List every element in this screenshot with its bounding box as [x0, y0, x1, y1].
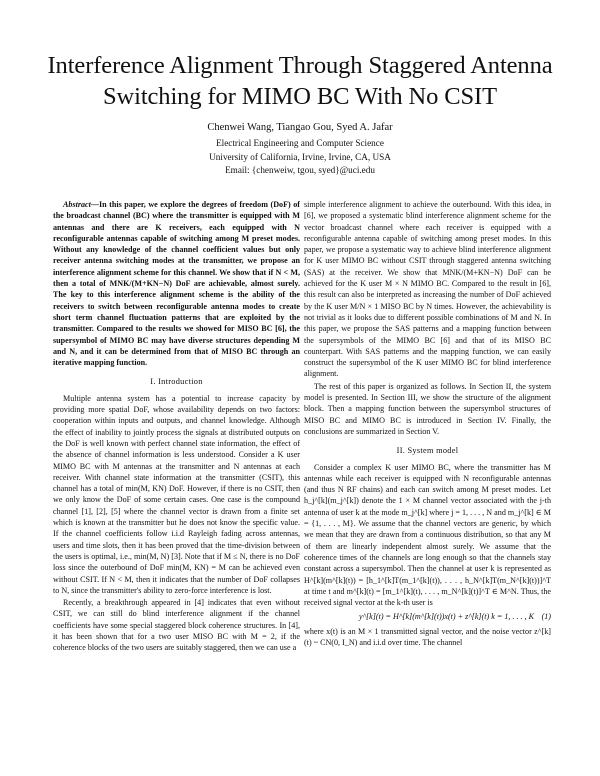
- title-line-1: Interference Alignment Through Staggered Antenna: [47, 52, 553, 79]
- section-heading-introduction: I. Introduction: [150, 377, 203, 387]
- title-line-2: Switching for MIMO BC With No CSIT: [103, 83, 497, 110]
- model-paragraph-1: Consider a complex K user MIMO BC, where the transmitter has M antennas while each receiver is equipped with N reconfigurable antennas (and thus N RF chains) and each can switch among M preset modes. Let h_j^[k](m_j^[k]) denote the 1 × M channel vector associated with the j-th antenna of user k at the mode m_j^[k] where j = 1, . . . , N and m_j^[k] ∈ M = {1, . . . , M}. We assume that the channel vectors are generic, by which we mean that they are drawn from a continuous distribution, so that any M of them are linearly independent almost surely. We assume that the coherence times of the channels are long enough so that the channels stay constant across a supersymbol. Then the channel at user k is represented as H^[k](m^[k](t)) = [h_1^[k]T(m_1^[k](t)), . . . , h_N^[k]T(m_N^[k](t))]^T at time t and m^[k](t) = [m_1^[k](t), . . . , m_N^[k](t)]^T ∈ M^N. Thus, the received signal vector at the k-th user is: [304, 462, 551, 608]
- model-paragraph-2: where x(t) is an M × 1 transmitted signal vector, and the noise vector z^[k](t) ~ CN(0, I_N) and i.i.d over time. The channel: [304, 626, 551, 647]
- affiliation: [0, 137, 600, 178]
- abstract: [53, 199, 300, 368]
- author-list: Chenwei Wang, Tiangao Gou, Syed A. Jafar: [207, 122, 393, 133]
- abstract-text: —In this paper, we explore the degrees of freedom (DoF) of the broadcast channel (BC) where the transmitter is equipped with M antennas and there are K receivers, each equipped with N reconfigurable antennas capable of switching among M preset modes. Without any knowledge of the channel coefficient values but only receiver antenna switching modes at the transmitter, we propose an interference alignment scheme for this channel. We show that if N < M, then a total of MNK/(M+KN−N) DoF are achievable, almost surely. The key to this interference alignment scheme is the ability of the receivers to switch between reconfigurable antenna modes to create short term channel fluctuation patterns that are exploited by the transmitter. Compared to the results we showed for MISO BC [6], the supersymbol of MIMO BC may have diverse structures depending M and N, and it can be determined from that of MISO BC through an iterative mapping function.: [53, 200, 300, 368]
- intro-paragraph-2: Recently, a breakthrough appeared in [4] indicates that even without CSIT, we can still do blind interference alignment if the channel coefficients have some special staggered block coherence structures. In [4], it has been shown that for a two user MISO BC with M = 2, if the coherence blocks of the two users are suitably staggered, then we can use a: [53, 598, 300, 653]
- intro-paragraph-2-continued: simple interference alignment to achieve the outerbound. With this idea, in [6], we proposed a systematic blind interference alignment scheme for the vector broadcast channel where each receiver is equipped with a reconfigurable antenna capable of switching among preset modes. In this paper, we propose a systematic way to achieve blind interference alignment for K user MIMO BC without CSIT through staggered antenna switching (SAS) at the receiver. We show that MNK/(M+KN−N) DoF can be achieved for the K user M × N MIMO BC. Compared to the result in [6], this result can also be interpreted as increasing the number of DoF achieved by the K user M/N × 1 MISO BC by N times. However, the achievability is not trivial as it looks due to different possible combinations of M and N. In this paper, we propose the SAS patterns and a mapping function between the supersymbols of the MIMO BC [6] and that of its MISO BC counterpart. With SAS patterns and the mapping function, we can easily construct the supersymbol of the K user MIMO BC for blind interference alignment.: [304, 200, 551, 379]
- paper-title: [0, 50, 600, 112]
- left-column: [53, 199, 300, 655]
- equation-1-number: (1): [541, 612, 551, 622]
- section-heading-system-model: II. System model: [396, 446, 459, 456]
- equation-1: [304, 611, 551, 622]
- intro-paragraph-3: The rest of this paper is organized as follows. In Section II, the system model is presented. In Section III, we show the structure of the alignment block. Then a mapping function between the supersymbol structures of MISO BC and MIMO BC is introduced in Section IV. Finally, the conclusions are summarized in Section V.: [304, 381, 551, 436]
- intro-paragraph-1: Multiple antenna system has a potential to increase capacity by providing more spatial DoF, whose availability depends on two factors: cooperation within inputs and outputs, and channel knowledge. Although the effect of inability to jointly process the signals at distributed outputs on the DoF is well known with perfect channel state information, the effect of the absence of channel information is less understood. Consider a K user MIMO BC with M antennas at the transmitter and N antennas at each receiver. With channel state information at the transmitter (CSIT), this channel has a total of min(M, KN) DoF. However, if there is no CSIT, then we only know the DoF of some certain cases. One case is the compound channel [1], [2], [5] where the channel vector is drawn from a finite set which is known at the transmitter but he does not know the specific value. If the channel coefficients follow i.i.d Rayleigh fading across antennas, users and time slots, then it has been proved that the time-division between the users is optimal, i.e., min(M, N) [3]. Note that if M ≤ N, there is no DoF loss since the outerbound of DoF min(M, KN) = M can be achieved even without CSIT. If N < M, then it indicates that the number of DoF collapses to N, since the transmitter's ability to zero-force interference is lost.: [53, 393, 300, 595]
- affiliation-dept: Electrical Engineering and Computer Science: [216, 138, 384, 148]
- abstract-lead: Abstract: [63, 200, 91, 209]
- equation-1-body: y^[k](t) = H^[k](m^[k](t))x(t) + z^[k](t) k = 1, . . . , K: [359, 612, 535, 622]
- affiliation-univ: University of California, Irvine, Irvine, CA, USA: [209, 151, 391, 162]
- right-column: [304, 199, 551, 649]
- author-email: Email: {chenweiw, tgou, syed}@uci.edu: [225, 165, 375, 175]
